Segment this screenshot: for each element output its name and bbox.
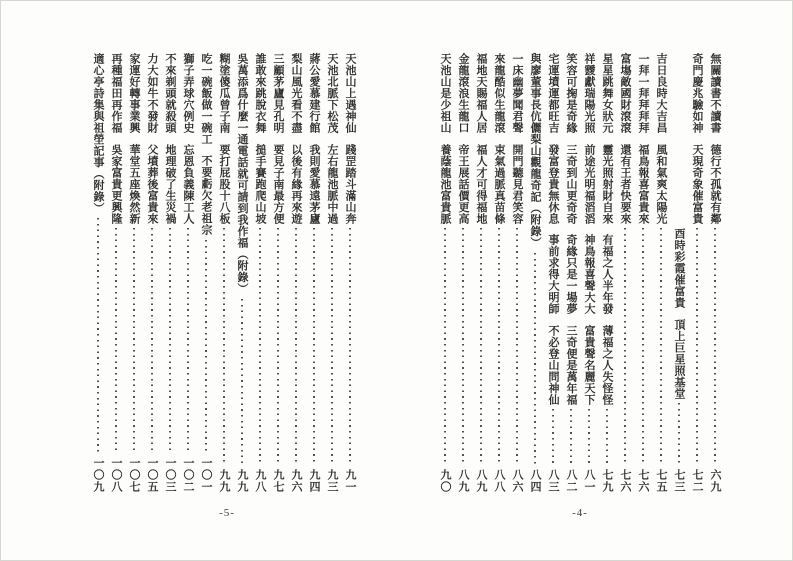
entry-title-phrase: 華堂五座煥然新 bbox=[128, 143, 140, 224]
entry-page-number: 八一 bbox=[583, 469, 595, 493]
toc-entry bbox=[562, 53, 580, 493]
dotted-leader bbox=[115, 228, 117, 453]
toc-entry bbox=[323, 53, 341, 493]
entry-title-phrase: 德行不孤就有鄰 bbox=[709, 143, 721, 224]
entry-title-phrase: 天現奇象催富貴 bbox=[691, 143, 703, 224]
entry-title-phrase: 天池北脈下松茂 bbox=[326, 53, 338, 134]
toc-entry bbox=[161, 53, 179, 493]
toc-entry bbox=[490, 53, 508, 493]
entry-title-phrase: 風和氣爽太陽光 bbox=[655, 143, 667, 224]
toc-entry bbox=[197, 53, 215, 493]
entry-page-number: 九〇 bbox=[439, 469, 451, 493]
entry-title-phrase: 金龍滾浪生龍口 bbox=[457, 53, 469, 134]
dotted-leader bbox=[223, 228, 225, 465]
entry-title-phrase: 薄福之人失怪怪 bbox=[601, 324, 613, 405]
toc-entry bbox=[454, 53, 472, 493]
dotted-leader bbox=[480, 228, 482, 465]
dotted-leader bbox=[313, 228, 315, 465]
entry-title-phrase: 踐罡踏斗滿山奔 bbox=[344, 143, 356, 224]
entry-title-phrase: 有福之人半年發 bbox=[601, 234, 613, 315]
entry-page-number: 九八 bbox=[254, 469, 266, 493]
toc-page-4 bbox=[436, 53, 724, 493]
dotted-leader bbox=[588, 409, 590, 465]
toc-entry bbox=[472, 53, 490, 493]
entry-title-phrase: 梨山風光看不盡 bbox=[290, 53, 302, 134]
dotted-leader bbox=[259, 228, 261, 465]
entry-title-phrase: 福鳥報喜富貴來 bbox=[637, 143, 649, 224]
entry-page-number: 九七 bbox=[272, 469, 284, 493]
entry-title-phrase: 宅運墳運都旺吉 bbox=[547, 53, 559, 134]
toc-entry bbox=[670, 53, 688, 493]
entry-title-phrase: 笑容可掬是奇緣 bbox=[565, 53, 577, 134]
entry-title-phrase: 酉時彩霞催富貴 bbox=[673, 228, 685, 309]
entry-title-phrase: 開門聽見君笑容 bbox=[511, 143, 523, 224]
entry-page-number: 七五 bbox=[655, 469, 667, 493]
entry-page-number: 八三 bbox=[547, 469, 559, 493]
entry-title-phrase: 父墳葬後富貴來 bbox=[146, 143, 158, 224]
dotted-leader bbox=[714, 228, 716, 465]
dotted-leader bbox=[277, 228, 279, 465]
toc-entry bbox=[215, 53, 233, 493]
toc-entry bbox=[341, 53, 359, 493]
dotted-leader bbox=[133, 228, 135, 453]
dotted-leader bbox=[696, 228, 698, 465]
entry-title-phrase: 束氣過脈真苗條 bbox=[493, 143, 505, 224]
entry-page-number: 九六 bbox=[290, 469, 302, 493]
entry-title-phrase: 以後有緣再來遊 bbox=[290, 143, 302, 224]
toc-entry bbox=[143, 53, 161, 493]
entry-title-phrase: 神鳥報喜聲大大 bbox=[583, 234, 595, 315]
entry-title-phrase: 富塲敵國財滾滾 bbox=[619, 53, 631, 134]
entry-title-phrase: 家運好轉事業興 bbox=[128, 53, 140, 134]
entry-page-number: 一〇三 bbox=[164, 457, 176, 493]
toc-entry bbox=[688, 53, 706, 493]
entry-page-number: 八四 bbox=[529, 469, 541, 493]
dotted-leader bbox=[552, 409, 554, 465]
entry-title-phrase: 力大如牛不發財 bbox=[146, 53, 158, 134]
entry-title-phrase: 頂上巨星照基堂 bbox=[673, 318, 685, 399]
dotted-leader bbox=[498, 228, 500, 465]
entry-title-phrase: 獅子弄球穴例史 bbox=[182, 53, 194, 134]
entry-title-phrase: 事前求得大明師 bbox=[547, 234, 559, 315]
toc-page-5 bbox=[89, 53, 359, 493]
entry-page-number: 七六 bbox=[637, 469, 649, 493]
entry-page-number: 八九 bbox=[475, 469, 487, 493]
entry-title-phrase: 吉日良時大吉昌 bbox=[655, 53, 667, 134]
entry-title-phrase: 奇門慶兆驗如神 bbox=[691, 53, 703, 134]
entry-title-phrase: 一拜一拜拜拜拜 bbox=[637, 53, 649, 134]
entry-title-phrase: 三顧茅廬見孔明 bbox=[272, 53, 284, 134]
entry-page-number: 八九 bbox=[457, 469, 469, 493]
entry-title-phrase: 適心亭詩集與祖塋記事（附錄） bbox=[92, 53, 104, 214]
entry-title-phrase: 要見子南最方便 bbox=[272, 143, 284, 224]
entry-title-phrase: 糊塗傻瓜曾子南 bbox=[218, 53, 230, 134]
dotted-leader bbox=[642, 228, 644, 465]
entry-page-number: 八六 bbox=[511, 469, 523, 493]
entry-page-number: 一〇九 bbox=[92, 457, 104, 493]
toc-entry bbox=[598, 53, 616, 493]
dotted-leader bbox=[331, 228, 333, 465]
entry-title-phrase: 星星跳舞女狀元 bbox=[601, 53, 613, 134]
entry-page-number: 七六 bbox=[619, 469, 631, 493]
entry-title-phrase: 吃一碗飯做一碗工 bbox=[200, 53, 212, 145]
toc-entry bbox=[706, 53, 724, 493]
entry-title-phrase: 吳萬添爲什麼一通電話就可請到我作福（附錄） bbox=[236, 53, 248, 295]
entry-page-number: 一〇一 bbox=[200, 457, 212, 493]
dotted-leader bbox=[462, 228, 464, 465]
dotted-leader bbox=[241, 299, 243, 466]
toc-entry bbox=[107, 53, 125, 493]
entry-page-number: 七二 bbox=[691, 469, 703, 493]
entry-title-phrase: 不來剃頭就殺頭 bbox=[164, 53, 176, 134]
entry-title-phrase: 搥手賽跑爬山坡 bbox=[254, 143, 266, 224]
entry-title-phrase: 福地天賜福人居 bbox=[475, 53, 487, 134]
entry-title-phrase: 我則愛慕遠茅廬 bbox=[308, 143, 320, 224]
toc-entry bbox=[616, 53, 634, 493]
entry-page-number: 一〇五 bbox=[146, 457, 158, 493]
dotted-leader bbox=[534, 253, 536, 466]
entry-title-phrase: 與廖董事長伉儷梨山觀龍奇記（附錄） bbox=[529, 53, 541, 249]
entry-title-phrase: 無關讀書不讀書 bbox=[709, 53, 721, 134]
entry-page-number: 一〇二 bbox=[182, 457, 194, 493]
entry-title-phrase: 不要虧欠老祖宗 bbox=[200, 155, 212, 236]
entry-title-phrase: 要打屁股十八板 bbox=[218, 143, 230, 224]
folio-page-5: -5- bbox=[219, 507, 235, 519]
entry-page-number: 九四 bbox=[308, 469, 320, 493]
dotted-leader bbox=[151, 228, 153, 453]
toc-entry bbox=[544, 53, 562, 493]
entry-title-phrase: 地理破了生災禍 bbox=[164, 143, 176, 224]
dotted-leader bbox=[97, 218, 99, 453]
entry-title-phrase: 來龍酷似生龍滾 bbox=[493, 53, 505, 134]
entry-title-phrase: 福人才可得福地 bbox=[475, 143, 487, 224]
entry-title-phrase: 祥靉獻瑞陽光照 bbox=[583, 53, 595, 134]
dotted-leader bbox=[187, 228, 189, 453]
dotted-leader bbox=[169, 228, 171, 453]
dotted-leader bbox=[516, 228, 518, 465]
folio-page-4: -4- bbox=[572, 507, 588, 519]
dotted-leader bbox=[205, 240, 207, 454]
entry-title-phrase: 發富登貴無休息 bbox=[547, 143, 559, 224]
dotted-leader bbox=[570, 409, 572, 465]
entry-title-phrase: 富貴聲名麗天下 bbox=[583, 324, 595, 405]
dotted-leader bbox=[444, 228, 446, 465]
entry-title-phrase: 蔣公愛慕建行館 bbox=[308, 53, 320, 134]
dotted-leader bbox=[349, 228, 351, 465]
entry-title-phrase: 一床幽夢聞君聲 bbox=[511, 53, 523, 134]
entry-page-number: 九一 bbox=[344, 469, 356, 493]
entry-title-phrase: 三奇到山更奇奇 bbox=[565, 143, 577, 224]
toc-entry bbox=[233, 53, 251, 493]
entry-title-phrase: 天池山是少祖山 bbox=[439, 53, 451, 134]
entry-page-number: 九三 bbox=[326, 469, 338, 493]
toc-entry bbox=[580, 53, 598, 493]
toc-entry bbox=[508, 53, 526, 493]
entry-title-phrase: 靈光照射財自來 bbox=[601, 143, 613, 224]
entry-title-phrase: 前途光明福滔滔 bbox=[583, 143, 595, 224]
entry-page-number: 七三 bbox=[673, 469, 685, 493]
entry-page-number: 一〇七 bbox=[128, 457, 140, 493]
dotted-leader bbox=[678, 403, 680, 465]
entry-page-number: 九九 bbox=[236, 469, 248, 493]
toc-entry bbox=[652, 53, 670, 493]
entry-title-phrase: 還有王者快要來 bbox=[619, 143, 631, 224]
toc-entry bbox=[634, 53, 652, 493]
toc-entry bbox=[125, 53, 143, 493]
entry-title-phrase: 誰敢來跳脫衣舞 bbox=[254, 53, 266, 134]
toc-entry bbox=[526, 53, 544, 493]
entry-title-phrase: 奇緣只是一場夢 bbox=[565, 234, 577, 315]
entry-title-phrase: 左右龍池脈中過 bbox=[326, 143, 338, 224]
entry-page-number: 七九 bbox=[601, 469, 613, 493]
entry-page-number: 八二 bbox=[565, 469, 577, 493]
entry-page-number: 六九 bbox=[709, 469, 721, 493]
toc-entry bbox=[179, 53, 197, 493]
toc-entry bbox=[305, 53, 323, 493]
toc-entry bbox=[251, 53, 269, 493]
entry-title-phrase: 忘恩負義陳工人 bbox=[182, 143, 194, 224]
entry-page-number: 九九 bbox=[218, 469, 230, 493]
entry-title-phrase: 吳家富貴更興隆 bbox=[110, 143, 122, 224]
toc-entry bbox=[287, 53, 305, 493]
toc-entry bbox=[436, 53, 454, 493]
entry-title-phrase: 不必登山問神仙 bbox=[547, 324, 559, 405]
entry-page-number: 一〇八 bbox=[110, 457, 122, 493]
dotted-leader bbox=[606, 409, 608, 465]
entry-title-phrase: 再種福田再作福 bbox=[110, 53, 122, 134]
dotted-leader bbox=[295, 228, 297, 465]
dotted-leader bbox=[624, 228, 626, 465]
toc-entry bbox=[89, 53, 107, 493]
dotted-leader bbox=[660, 228, 662, 465]
entry-title-phrase: 帝王展話價更高 bbox=[457, 143, 469, 224]
entry-title-phrase: 三奇便是萬年福 bbox=[565, 324, 577, 405]
toc-entry bbox=[269, 53, 287, 493]
entry-title-phrase: 養蔭龍池富貴脈 bbox=[439, 143, 451, 224]
entry-page-number: 八八 bbox=[493, 469, 505, 493]
entry-title-phrase: 天池山上遇神仙 bbox=[344, 53, 356, 134]
